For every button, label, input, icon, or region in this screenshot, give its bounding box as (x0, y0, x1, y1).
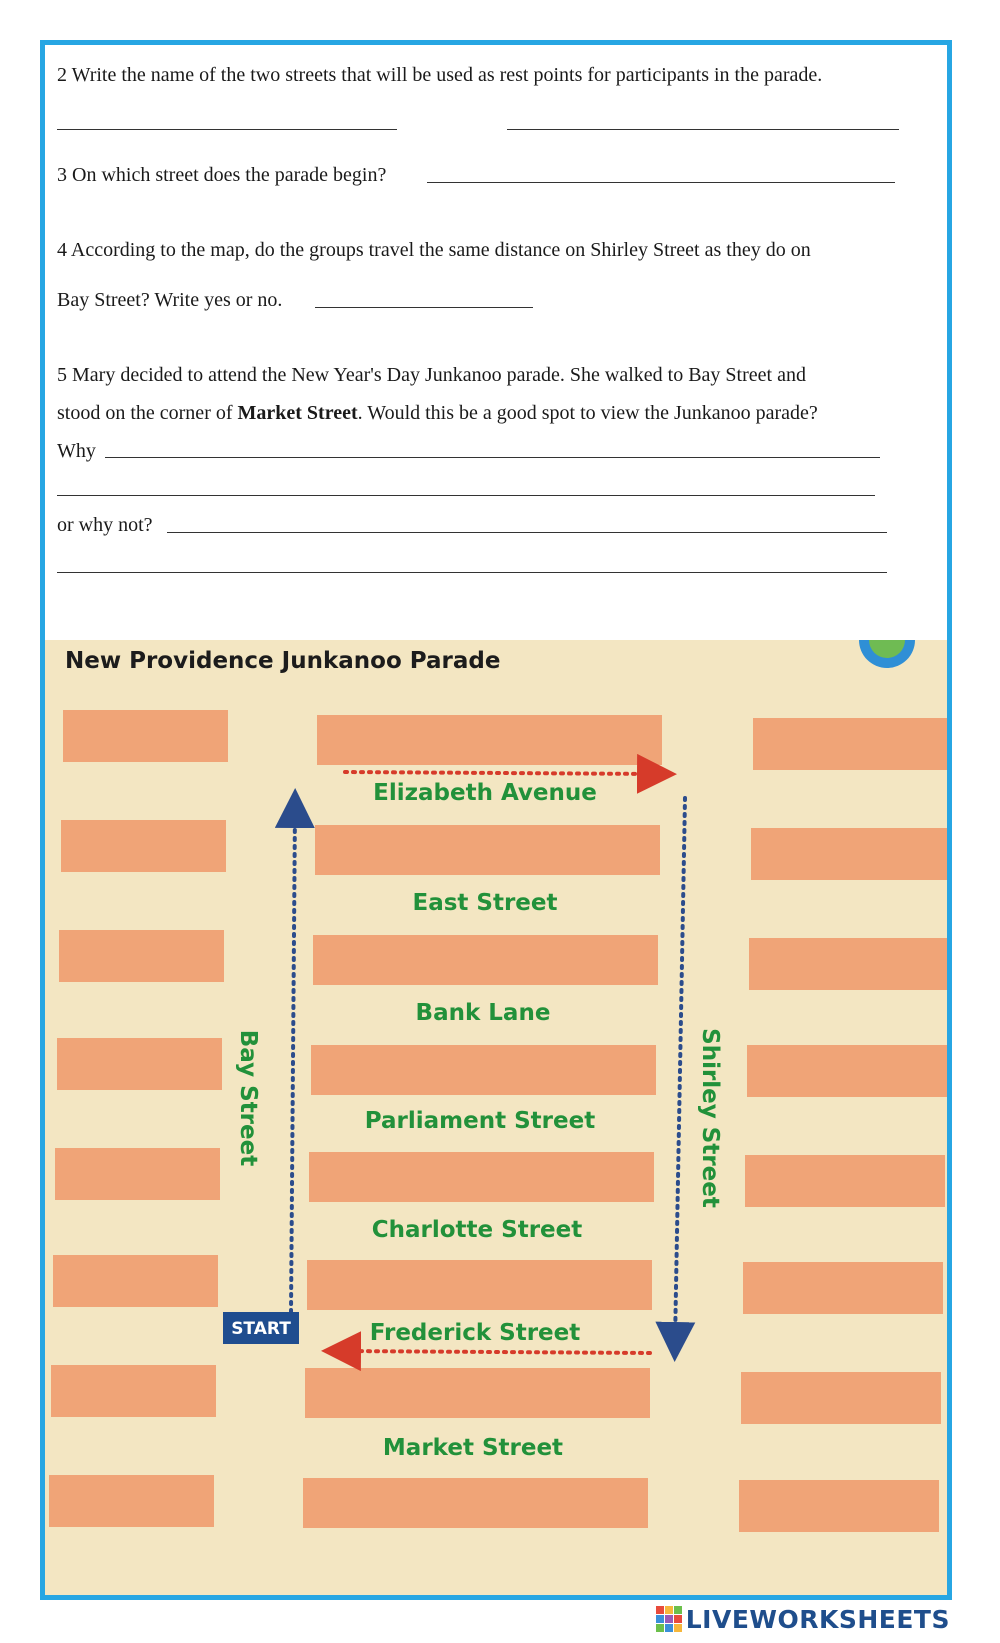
city-block (745, 1155, 945, 1207)
city-block (753, 718, 947, 770)
question-5-why-label: Why (57, 440, 96, 462)
city-block (739, 1480, 939, 1532)
question-4-line-2: Bay Street? Write yes or no. (57, 289, 283, 311)
logo-grid-icon (656, 1606, 682, 1632)
map-title: New Providence Junkanoo Parade (65, 648, 501, 674)
street-label-parliament-street: Parliament Street (364, 1108, 596, 1134)
city-block (743, 1262, 943, 1314)
city-block (311, 1045, 656, 1095)
city-block (749, 938, 947, 990)
answer-line-q5-why-2[interactable] (57, 495, 875, 496)
answer-line-q3[interactable] (427, 182, 895, 183)
street-label-frederick-street: Frederick Street (369, 1320, 581, 1346)
street-label-market-street: Market Street (382, 1435, 564, 1461)
street-label-bay-street: Bay Street (235, 1029, 261, 1167)
question-5-text-end: . Would this be a good spot to view the Junkanoo parade? (357, 402, 818, 424)
city-block (49, 1475, 214, 1527)
question-3: 3 On which street does the parade begin? (57, 164, 387, 186)
city-block (751, 828, 947, 880)
answer-line-q5-whynot[interactable] (167, 532, 887, 533)
city-block (317, 715, 662, 765)
street-label-east-street: East Street (412, 890, 558, 916)
city-block (303, 1478, 648, 1528)
worksheet-frame (40, 40, 952, 1600)
question-5-line-2 (57, 401, 818, 425)
street-label-elizabeth-avenue: Elizabeth Avenue (373, 780, 597, 806)
answer-line-q2-b[interactable] (507, 129, 899, 130)
street-label-charlotte-street: Charlotte Street (371, 1217, 583, 1243)
city-block (741, 1372, 941, 1424)
city-block (313, 935, 658, 985)
city-block (307, 1260, 652, 1310)
liveworksheets-brand: LIVEWORKSHEETS (685, 1604, 950, 1634)
route-shirley-street (675, 798, 685, 1342)
question-5-text: stood on the corner of (57, 402, 238, 424)
parade-map (45, 640, 947, 1600)
city-block (315, 825, 660, 875)
start-label: START (231, 1319, 291, 1339)
city-block (53, 1255, 218, 1307)
answer-line-q5-whynot-2[interactable] (57, 572, 887, 573)
question-5-whynot-label: or why not? (57, 514, 153, 536)
parade-map-svg (45, 640, 947, 1600)
question-2: 2 Write the name of the two streets that will be used as rest points for participants in the parade. (57, 64, 823, 86)
city-block (309, 1152, 654, 1202)
question-5-line-1: 5 Mary decided to attend the New Year's Day Junkanoo parade. She walked to Bay Street and (57, 364, 806, 386)
city-block (747, 1045, 947, 1097)
city-block (305, 1368, 650, 1418)
answer-line-q4[interactable] (315, 307, 533, 308)
route-bay-street (291, 808, 295, 1312)
street-label-shirley-street: Shirley Street (697, 1028, 723, 1208)
answer-line-q2-a[interactable] (57, 129, 397, 130)
city-block (51, 1365, 216, 1417)
street-label-bank-lane: Bank Lane (415, 1000, 551, 1026)
answer-line-q5-why[interactable] (105, 457, 880, 458)
city-block (63, 710, 228, 762)
city-block (59, 930, 224, 982)
liveworksheets-logo (656, 1603, 950, 1635)
question-4-line-1: 4 According to the map, do the groups travel the same distance on Shirley Street as they do on (57, 239, 811, 261)
question-5-bold-street: Market Street (237, 402, 358, 424)
city-block (57, 1038, 222, 1090)
route-frederick-street (341, 1351, 650, 1353)
city-block (61, 820, 226, 872)
city-block (55, 1148, 220, 1200)
route-elizabeth-avenue (345, 772, 657, 774)
